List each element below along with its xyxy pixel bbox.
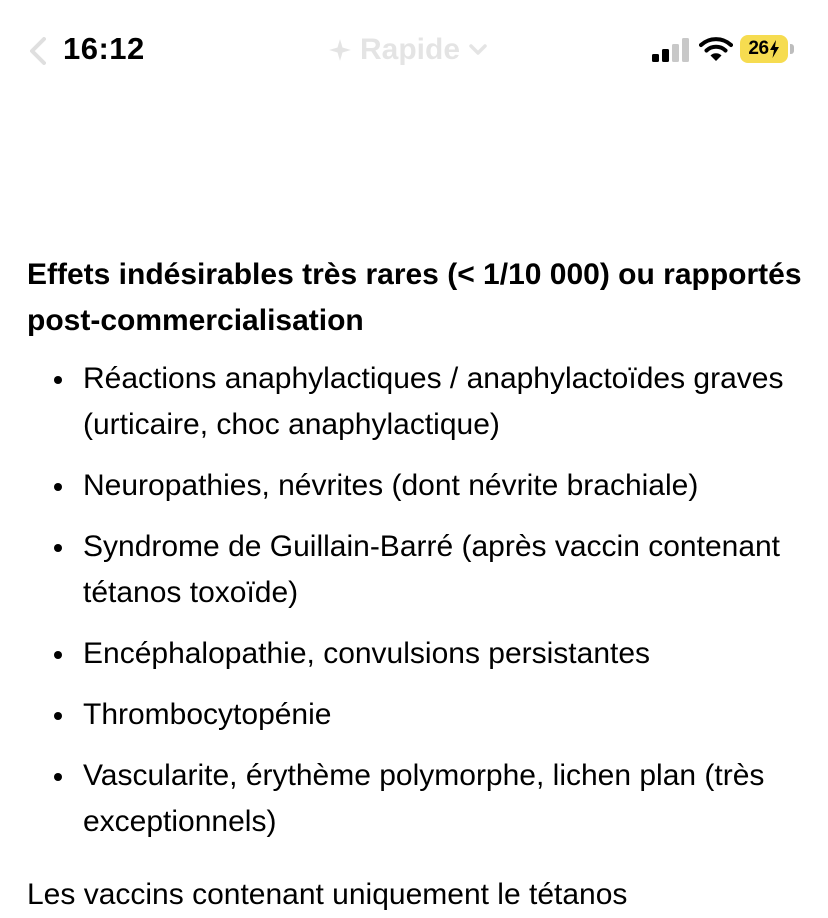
- cellular-signal-icon: [652, 38, 690, 62]
- bullet-icon: [54, 651, 62, 659]
- charging-bolt-icon: [769, 40, 780, 58]
- back-chevron-icon[interactable]: [28, 36, 48, 66]
- bullet-icon: [54, 712, 62, 720]
- sparkle-icon: [328, 38, 352, 62]
- list-item-text: Réactions anaphylactiques / anaphylactoïdes graves (urticaire, choc anaphylactique): [83, 362, 784, 441]
- bullet-icon: [54, 483, 62, 491]
- model-picker[interactable]: [328, 33, 488, 67]
- bullet-icon: [54, 376, 62, 384]
- status-time: 16:12: [63, 31, 145, 66]
- list-item: [27, 753, 807, 845]
- list-item-text: Neuropathies, névrites (dont névrite brachiale): [83, 469, 699, 502]
- list-item-text: Thrombocytopénie: [83, 698, 332, 731]
- trailing-paragraph: Les vaccins contenant uniquement le tétanos: [27, 878, 628, 911]
- message-content: [27, 252, 807, 860]
- list-item: [27, 356, 807, 448]
- section-heading: Effets indésirables très rares (< 1/10 000) ou rapportés post-commercialisation: [27, 258, 802, 337]
- model-picker-label: Rapide: [360, 33, 461, 66]
- chevron-down-icon: [468, 43, 488, 57]
- battery-indicator: [740, 35, 794, 63]
- battery-body: [740, 35, 788, 63]
- list-item-text: Encéphalopathie, convulsions persistantes: [83, 637, 651, 670]
- bullet-icon: [54, 773, 62, 781]
- battery-level: 26: [748, 38, 769, 59]
- wifi-icon: [699, 36, 733, 62]
- adverse-effects-list: [27, 356, 807, 845]
- list-item: [27, 524, 807, 616]
- list-item: [27, 692, 807, 738]
- bullet-icon: [54, 544, 62, 552]
- battery-cap: [790, 44, 794, 54]
- list-item: [27, 631, 807, 677]
- list-item: [27, 463, 807, 509]
- list-item-text: Vascularite, érythème polymorphe, lichen plan (très exceptionnels): [83, 759, 765, 838]
- list-item-text: Syndrome de Guillain-Barré (après vaccin contenant tétanos toxoïde): [83, 530, 781, 609]
- status-bar: [0, 0, 828, 100]
